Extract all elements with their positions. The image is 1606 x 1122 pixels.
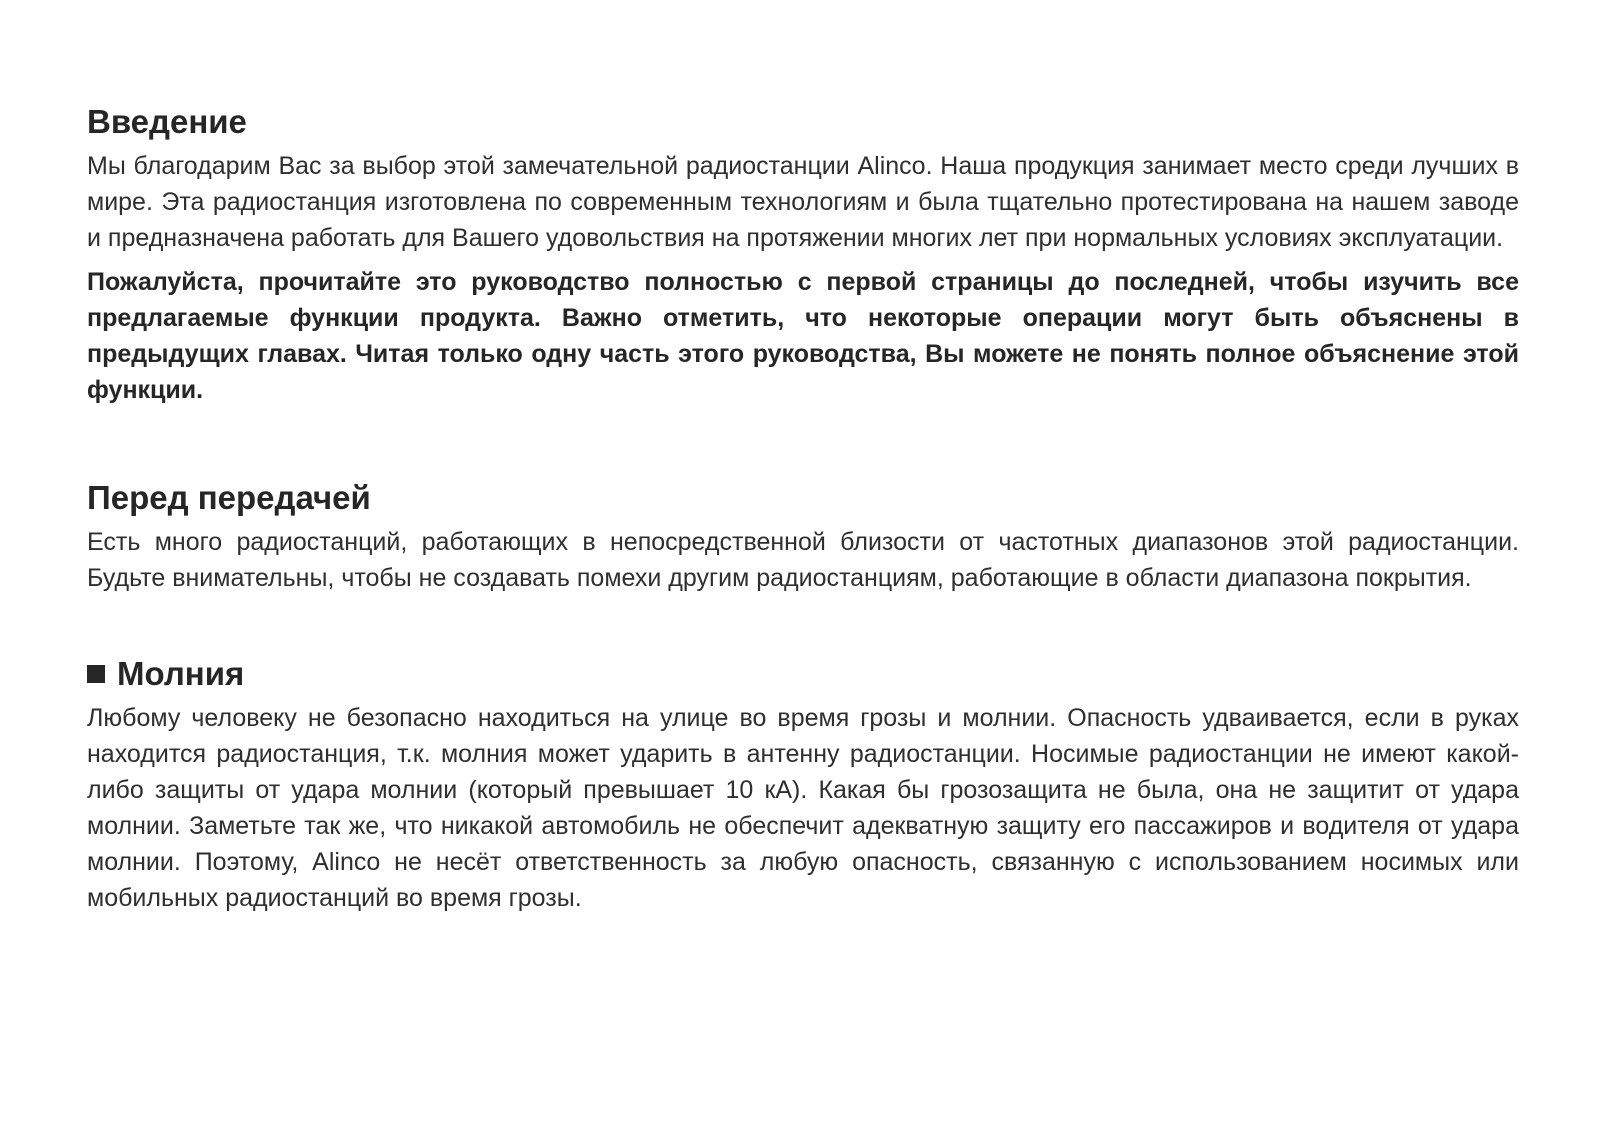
manual-page (87, 102, 1519, 916)
section-heading-lightning-row (87, 654, 1519, 694)
square-bullet-icon (87, 665, 105, 683)
section-heading-lightning: Молния (117, 655, 245, 692)
section-introduction (87, 102, 1519, 408)
intro-paragraph: Мы благодарим Вас за выбор этой замечательной радиостанции Alinco. Наша продукция занимает место среди лучших в мире. Эта радиостанция изготовлена по современным технологиям и была тщательно протестирована на нашем заводе и предназначена работать для Вашего удовольствия на протяжении многих лет при нормальных условиях эксплуатации. (87, 152, 1519, 252)
section-heading-introduction: Введение (87, 103, 247, 140)
before-transmission-paragraph: Есть много радиостанций, работающих в непосредственной близости от частотных диапазонов этой радиостанции. Будьте внимательны, чтобы не создавать помехи другим радиостанциям, работающие в области диапазона покрытия. (87, 528, 1519, 592)
lightning-paragraph: Любому человеку не безопасно находиться на улице во время грозы и молнии. Опасность удваивается, если в руках находится радиостанция, т.к. молния может ударить в антенну радиостанции. Носимые радиостанции не имеют какой-либо защиты от удара молнии (который превышает 10 кА). Какая бы грозозащита не была, она не защитит от удара молнии. Заметьте так же, что никакой автомобиль не обеспечит адекватную защиту его пассажиров и водителя от удара молнии. Поэтому, Alinco не несёт ответственность за любую опасность, связанную с использованием носимых или мобильных радиостанций во время грозы. (87, 704, 1519, 912)
section-before-transmission (87, 478, 1519, 596)
section-heading-before-transmission: Перед передачей (87, 479, 371, 516)
intro-warning-paragraph: Пожалуйста, прочитайте это руководство полностью с первой страницы до последней, чтобы изучить все предлагаемые функции продукта. Важно отметить, что некоторые операции могут быть объяснены в предыдущих главах. Читая только одну часть этого руководства, Вы можете не понять полное объяснение этой функции. (87, 268, 1519, 404)
section-lightning (87, 654, 1519, 916)
